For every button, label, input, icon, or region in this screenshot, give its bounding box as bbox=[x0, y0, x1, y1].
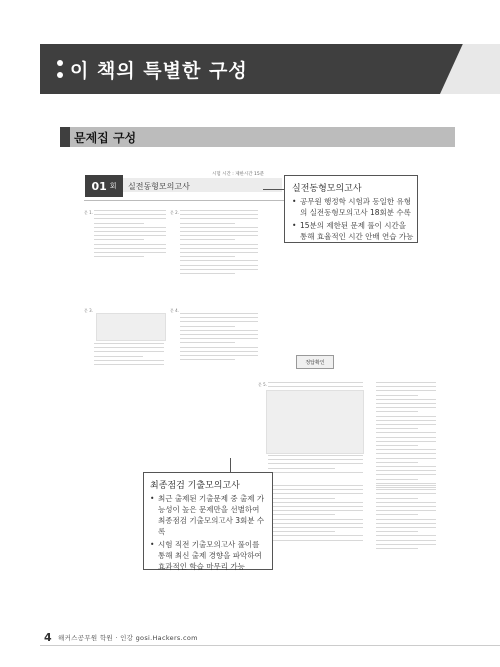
answer-tag: 정답확인 bbox=[296, 355, 334, 369]
header-tab-decoration bbox=[40, 58, 54, 84]
text-line bbox=[94, 248, 166, 249]
text-line bbox=[376, 420, 436, 421]
text-line bbox=[180, 269, 258, 270]
text-line bbox=[180, 227, 258, 228]
text-line bbox=[180, 273, 235, 274]
question-label: 문 5. bbox=[258, 382, 267, 387]
text-line bbox=[376, 395, 418, 396]
text-line bbox=[376, 489, 436, 490]
text-line bbox=[180, 347, 258, 348]
text-line bbox=[180, 338, 258, 339]
text-line bbox=[376, 474, 436, 475]
callout-connector bbox=[230, 458, 231, 473]
text-line bbox=[180, 359, 235, 360]
text-line bbox=[376, 479, 418, 480]
text-line bbox=[376, 424, 436, 425]
text-line bbox=[180, 218, 258, 219]
text-line bbox=[268, 540, 363, 541]
text-line bbox=[94, 360, 164, 361]
text-line bbox=[268, 485, 363, 486]
text-line bbox=[94, 256, 144, 257]
callout-list bbox=[150, 493, 268, 574]
callout-title: 최종점검 기출모의고사 bbox=[150, 481, 240, 491]
text-line bbox=[94, 235, 166, 236]
text-line bbox=[376, 407, 436, 408]
sample-shaded-box bbox=[96, 313, 166, 341]
callout-item: • 최근 출제된 기출문제 중 출제 가능성이 높은 문제만을 선별하여 최종점검 기출모의고사 3회분 수록 bbox=[150, 493, 268, 537]
text-line bbox=[268, 463, 363, 464]
text-line bbox=[268, 535, 363, 536]
text-line bbox=[376, 399, 436, 400]
text-line bbox=[376, 390, 436, 391]
text-line bbox=[94, 343, 164, 344]
text-line bbox=[94, 214, 166, 215]
text-line bbox=[376, 485, 436, 486]
text-line bbox=[376, 470, 436, 471]
text-line bbox=[376, 441, 436, 442]
text-line bbox=[180, 317, 258, 318]
text-line bbox=[180, 351, 258, 352]
round-number: 01 bbox=[91, 179, 107, 193]
text-line bbox=[94, 239, 144, 240]
text-line bbox=[94, 356, 143, 357]
text-line bbox=[376, 432, 436, 433]
text-line bbox=[94, 364, 164, 365]
text-line bbox=[268, 468, 335, 469]
text-line bbox=[180, 334, 258, 335]
text-line bbox=[94, 231, 166, 232]
text-line bbox=[376, 445, 418, 446]
round-suffix: 회 bbox=[109, 182, 117, 190]
question-label: 문 1. bbox=[84, 210, 93, 215]
text-line bbox=[94, 218, 166, 219]
text-line bbox=[376, 386, 436, 387]
text-line bbox=[376, 487, 436, 488]
text-line bbox=[376, 416, 436, 417]
sample-header-meta: 시험 시간 : 제한시간 15분 bbox=[212, 172, 265, 177]
text-line bbox=[376, 535, 436, 536]
text-line bbox=[180, 265, 258, 266]
callout-list bbox=[292, 196, 414, 244]
text-line bbox=[376, 498, 418, 499]
text-line bbox=[180, 235, 258, 236]
text-line bbox=[268, 386, 363, 387]
text-line bbox=[268, 455, 363, 456]
text-line bbox=[180, 326, 235, 327]
colon-dots-icon bbox=[57, 60, 63, 82]
text-line bbox=[180, 248, 258, 249]
round-badge bbox=[85, 175, 123, 197]
text-line bbox=[376, 449, 436, 450]
footer-rule bbox=[40, 645, 500, 646]
question-label: 문 3. bbox=[84, 308, 93, 313]
sample-shaded-box bbox=[266, 390, 364, 454]
text-line bbox=[180, 330, 258, 331]
text-line bbox=[376, 519, 436, 520]
text-line bbox=[180, 342, 235, 343]
text-line bbox=[376, 514, 418, 515]
text-line bbox=[376, 523, 436, 524]
text-line bbox=[180, 313, 258, 314]
text-line bbox=[376, 510, 436, 511]
text-line bbox=[180, 321, 258, 322]
text-line bbox=[180, 210, 258, 211]
text-line bbox=[180, 244, 258, 245]
text-line bbox=[376, 506, 436, 507]
text-line bbox=[180, 223, 235, 224]
text-line bbox=[376, 382, 436, 383]
text-line bbox=[376, 428, 418, 429]
page-number: 4 bbox=[44, 631, 52, 644]
text-line bbox=[180, 256, 235, 257]
page-divider bbox=[84, 200, 284, 201]
text-line bbox=[268, 514, 335, 515]
text-line bbox=[180, 214, 258, 215]
callout-item: • 15분의 제한된 문제 풀이 시간을 통해 효율적인 시간 안배 연습 가능 bbox=[292, 220, 414, 242]
text-line bbox=[268, 493, 363, 494]
callout-connector bbox=[263, 189, 285, 190]
text-line bbox=[376, 453, 436, 454]
text-line bbox=[376, 411, 418, 412]
question-label: 문 4. bbox=[170, 308, 179, 313]
text-line bbox=[94, 223, 144, 224]
text-line bbox=[94, 210, 166, 211]
sample-test-name: 실전동형모의고사 bbox=[128, 182, 190, 191]
text-line bbox=[376, 462, 418, 463]
text-line bbox=[268, 527, 363, 528]
callout-item: • 공무원 행정학 시험과 동일한 유형의 실전동형모의고사 18회분 수록 bbox=[292, 196, 414, 218]
text-line bbox=[268, 489, 363, 490]
text-line bbox=[376, 403, 436, 404]
text-line bbox=[94, 252, 166, 253]
text-line bbox=[376, 540, 436, 541]
text-line bbox=[376, 466, 436, 467]
page-title: 이 책의 특별한 구성 bbox=[70, 60, 248, 82]
text-line bbox=[94, 347, 164, 348]
text-line bbox=[376, 544, 436, 545]
text-line bbox=[268, 523, 363, 524]
text-line bbox=[94, 244, 166, 245]
section-title: 문제집 구성 bbox=[74, 131, 137, 145]
callout-item: • 시험 직전 기출모의고사 풀이를 통해 최신 출제 경향을 파악하여 효과적인 학습 마무리 가능 bbox=[150, 539, 268, 572]
text-line bbox=[376, 483, 436, 484]
text-line bbox=[94, 227, 166, 228]
text-line bbox=[180, 355, 258, 356]
text-line bbox=[268, 382, 363, 383]
text-line bbox=[376, 437, 436, 438]
text-line bbox=[268, 510, 363, 511]
section-accent bbox=[60, 127, 70, 147]
text-line bbox=[268, 502, 363, 503]
text-line bbox=[180, 260, 258, 261]
text-line bbox=[268, 519, 363, 520]
text-line bbox=[376, 493, 436, 494]
text-line bbox=[376, 502, 436, 503]
text-line bbox=[376, 531, 418, 532]
question-label: 문 2. bbox=[170, 210, 179, 215]
text-line bbox=[268, 506, 363, 507]
text-line bbox=[268, 472, 363, 473]
text-line bbox=[268, 531, 335, 532]
text-line bbox=[268, 459, 363, 460]
text-line bbox=[376, 527, 436, 528]
text-line bbox=[268, 498, 335, 499]
text-line bbox=[180, 239, 235, 240]
text-line bbox=[180, 252, 258, 253]
text-line bbox=[376, 548, 418, 549]
callout-title: 실전동형모의고사 bbox=[292, 184, 362, 194]
text-line bbox=[376, 458, 436, 459]
footer-text: 해커스공무원 학원 · 인강 gosi.Hackers.com bbox=[58, 634, 198, 642]
text-line bbox=[94, 351, 164, 352]
text-line bbox=[180, 231, 258, 232]
